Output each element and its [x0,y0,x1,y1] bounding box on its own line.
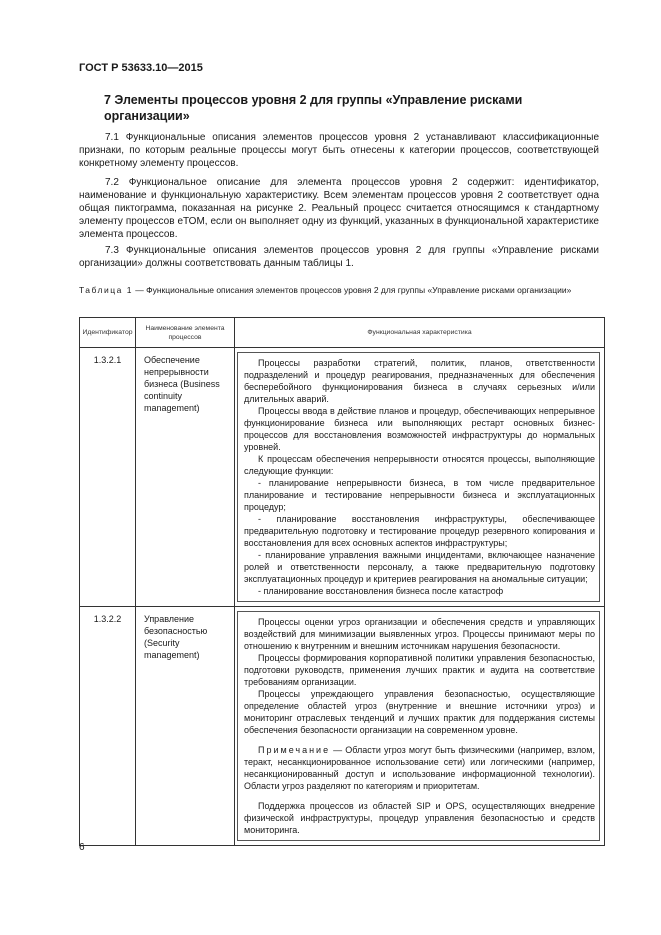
char-list-item [244,477,595,513]
char-text: Процессы упреждающего управления безопасностью, осуществляющие определение областей угроз (внутренние и внешние источники угроз) и мониторинг отраслевых тенденций и лучших практик для поддержания системы обеспечения безопасности организации на современном уровне. [244,689,595,735]
char-paragraph [244,357,595,405]
char-text: Процессы ввода в действие планов и процедур, обеспечивающих непрерывное функционирование бизнеса или выполняющих рестарт основных бизнес-процессов для восстановления возможностей инфраструктуры до нормальных уровней. [244,406,595,452]
char-text: - планирование восстановления бизнеса после катастроф [258,586,504,596]
paragraph-text: 7.2 Функциональное описание для элемента процессов уровня 2 содержит: идентификатор, наименование и функциональную характеристику. Всем элементам процессов уровня 2 соответствует одна общая пиктограмма, показанная на рисунке 2. Реальный процесс считается относящимся к стандартному элементу процессов еТОМ, если он выполняет одну из функций, указанных в функциональной характеристике элемента процессов. [79,177,599,240]
char-text: Процессы разработки стратегий, политик, планов, ответственности подразделений и процедур реагирования, предназначенных для обеспечения бесперебойного функционирования бизнеса в случаях серьезных и/или длительных аварий. [244,358,595,404]
char-text: - планирование непрерывности бизнеса, в том числе предварительное планирование и тестирование непрерывности бизнеса и эксплуатационных процедур; [244,478,595,512]
char-paragraph [244,453,595,477]
table-header-row [80,318,605,348]
char-text: К процессам обеспечения непрерывности относятся процессы, выполняющие следующие функции: [244,454,595,476]
char-text: - планирование восстановления инфраструктуры, обеспечивающее предварительную подготовку и тестирование процедур резервного копирования и восстановления для всех основных аспектов инфраструктуры; [244,514,595,548]
char-paragraph [244,688,595,736]
table-caption [79,285,599,296]
note-text: — Области угроз могут быть физическими (например, взлом, теракт, несанкционированное использование сети) или логическими (например, несанкционированный доступ и использование информационной технологии). Области угроз разделяют по категориям и приоритетам. [244,745,595,791]
note [244,744,595,792]
char-paragraph [244,800,595,836]
char-text: Поддержка процессов из областей SIP и OPS, осуществляющих внедрение физической инфраструктуры, процедур управления безопасностью и средств мониторинга. [244,801,595,835]
note-label: Примечание [258,745,331,755]
table-caption-label: Таблица 1 [79,285,133,295]
paragraph-7-1 [79,131,599,170]
section-title: 7 Элементы процессов уровня 2 для группы «Управление рисками организации» [104,93,523,123]
functional-table [79,317,605,846]
document-header: ГОСТ Р 53633.10—2015 [79,62,203,74]
row-characteristic [235,348,605,607]
char-paragraph [244,616,595,652]
paragraph-7-2 [79,176,599,241]
header-characteristic: Функциональная характеристика [235,318,605,348]
page-number: 6 [79,842,85,853]
char-paragraph [244,652,595,688]
row-name: Обеспечение непрерывности бизнеса (Business continuity management) [136,348,235,607]
characteristic-box [237,352,600,602]
char-paragraph [244,405,595,453]
paragraph-text: 7.1 Функциональные описания элементов процессов уровня 2 устанавливают классификационные признаки, по которым реальные процессы могут быть отнесены к категории процессов, соответствующей конкретному элементу процессов. [79,132,599,169]
paragraph-7-3 [79,244,599,270]
row-identifier: 1.3.2.1 [80,348,136,607]
row-identifier: 1.3.2.2 [80,607,136,846]
row-name: Управление безопасностью (Security management) [136,607,235,846]
char-text: Процессы формирования корпоративной политики управления безопасностью, подготовки руководств, применения лучших практик и аудита на соответствие требованиям организации. [244,653,595,687]
table-row [80,607,605,846]
header-identifier: Идентификатор [80,318,136,348]
paragraph-text: 7.3 Функциональные описания элементов процессов уровня 2 для группы «Управление рисками организации» должны соответствовать данным таблицы 1. [79,245,599,269]
char-list-item [244,549,595,585]
header-name: Наименование элемента процессов [136,318,235,348]
char-list-item [244,585,595,597]
characteristic-box [237,611,600,841]
char-text: - планирование управления важными инцидентами, включающее назначение ролей и ответственности персоналу, а также предварительную подготовку эксплуатационных процедур и критериев реагирования на аномальные ситуации; [244,550,595,584]
table-row [80,348,605,607]
char-list-item [244,513,595,549]
table-caption-text: — Функциональные описания элементов процессов уровня 2 для группы «Управление рисками организации» [132,285,572,295]
char-text: Процессы оценки угроз организации и обеспечения средств и управляющих воздействий для минимизации выявленных угроз. Процессы принимают меры по отношению к внутренним и внешним источникам нарушения безопасности. [244,617,595,651]
row-characteristic [235,607,605,846]
